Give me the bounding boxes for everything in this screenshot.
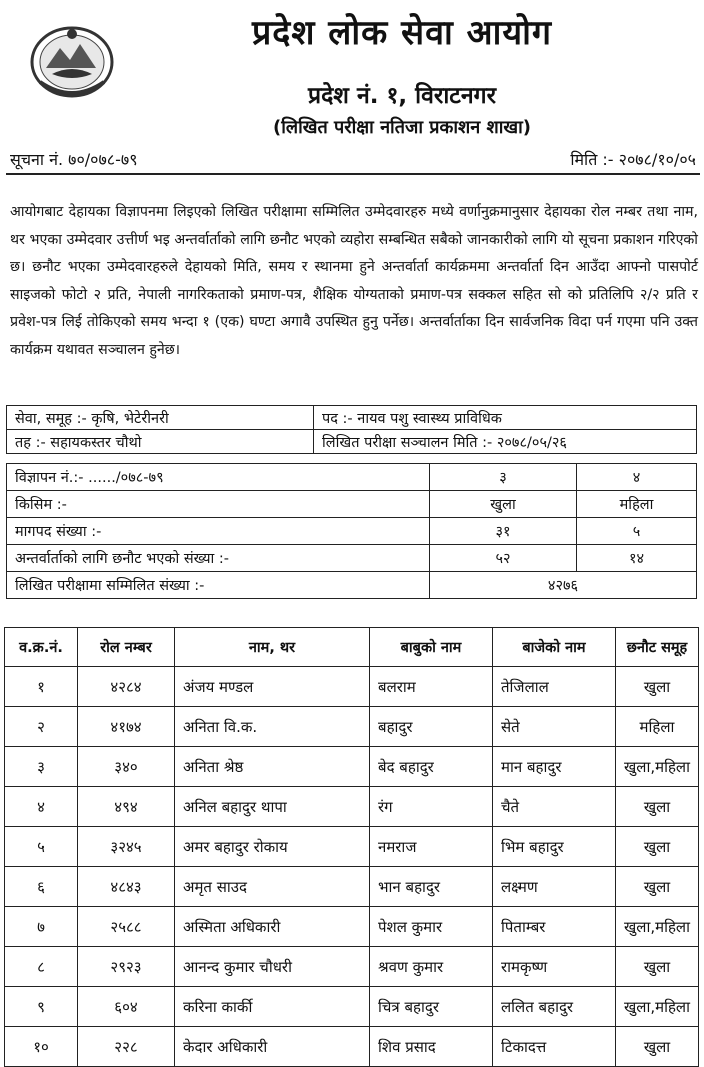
table-row — [7, 464, 697, 491]
cell-father: चित्र बहादुर — [370, 987, 493, 1027]
table-row — [7, 518, 697, 545]
table-row — [5, 827, 699, 867]
total-label: लिखित परीक्षामा सम्मिलित संख्या :- — [7, 572, 430, 599]
cell-roll: ४२८४ — [78, 667, 175, 707]
province-subtitle: प्रदेश नं. १, विराटनगर — [308, 83, 496, 109]
table-header-row — [5, 628, 699, 667]
cell-father: बलराम — [370, 667, 493, 707]
cell-grandfather: भिम बहादुर — [493, 827, 616, 867]
cell-father: शिव प्रसाद — [370, 1027, 493, 1067]
cell-name: करिना कार्की — [175, 987, 370, 1027]
post-name: पद :- नायव पशु स्वास्थ्य प्राविधिक — [314, 406, 697, 430]
cell-name: आनन्द कुमार चौधरी — [175, 947, 370, 987]
table-row — [5, 707, 699, 747]
col-father: बाबुको नाम — [370, 628, 493, 667]
cell-roll: ४१७४ — [78, 707, 175, 747]
cell-father: पेशल कुमार — [370, 907, 493, 947]
table-row — [7, 491, 697, 518]
selected-a: ५२ — [430, 545, 577, 572]
cell-grandfather: लक्ष्मण — [493, 867, 616, 907]
cell-serial: ५ — [5, 827, 78, 867]
table-row — [7, 406, 697, 430]
nepal-emblem-icon — [26, 18, 118, 100]
cell-roll: २९२३ — [78, 947, 175, 987]
cell-name: अमृत साउद — [175, 867, 370, 907]
post-details-table — [6, 405, 697, 454]
table-row — [5, 1027, 699, 1067]
table-row — [5, 907, 699, 947]
table-row — [5, 747, 699, 787]
advert-label: विज्ञापन नं.:- ....../०७८-७९ — [7, 464, 430, 491]
table-row — [5, 947, 699, 987]
cell-serial: ६ — [5, 867, 78, 907]
cell-name: अमर बहादुर रोकाय — [175, 827, 370, 867]
cell-group: खुला — [616, 667, 699, 707]
col-roll: रोल नम्बर — [78, 628, 175, 667]
table-row — [5, 787, 699, 827]
cell-grandfather: मान बहादुर — [493, 747, 616, 787]
cell-group: खुला,महिला — [616, 907, 699, 947]
cell-serial: ८ — [5, 947, 78, 987]
header-divider — [6, 173, 700, 175]
cell-name: केदार अधिकारी — [175, 1027, 370, 1067]
type-b: महिला — [577, 491, 697, 518]
cell-name: अंजय मण्डल — [175, 667, 370, 707]
cell-roll: ३४० — [78, 747, 175, 787]
advert-a: ३ — [430, 464, 577, 491]
cell-father: बेद बहादुर — [370, 747, 493, 787]
col-group: छनौट समूह — [616, 628, 699, 667]
branch-name: (लिखित परीक्षा नतिजा प्रकाशन शाखा) — [272, 117, 532, 138]
vacancy-info-table — [6, 463, 697, 599]
cell-group: खुला,महिला — [616, 747, 699, 787]
cell-name: अनिल बहादुर थापा — [175, 787, 370, 827]
demand-label: मागपद संख्या :- — [7, 518, 430, 545]
cell-grandfather: चैते — [493, 787, 616, 827]
level: तह :- सहायकस्तर चौथो — [7, 430, 314, 454]
selected-label: अन्तर्वार्ताको लागि छनौट भएको संख्या :- — [7, 545, 430, 572]
cell-roll: ३२४५ — [78, 827, 175, 867]
cell-group: महिला — [616, 707, 699, 747]
cell-roll: ६०४ — [78, 987, 175, 1027]
col-name: नाम, थर — [175, 628, 370, 667]
type-a: खुला — [430, 491, 577, 518]
cell-grandfather: तेजिलाल — [493, 667, 616, 707]
cell-serial: ४ — [5, 787, 78, 827]
cell-group: खुला,महिला — [616, 987, 699, 1027]
cell-serial: १० — [5, 1027, 78, 1067]
cell-grandfather: ललित बहादुर — [493, 987, 616, 1027]
cell-grandfather: रामकृष्ण — [493, 947, 616, 987]
col-serial: व.क्र.नं. — [5, 628, 78, 667]
advert-b: ४ — [577, 464, 697, 491]
demand-a: ३१ — [430, 518, 577, 545]
cell-group: खुला — [616, 1027, 699, 1067]
cell-group: खुला — [616, 787, 699, 827]
cell-father: भान बहादुर — [370, 867, 493, 907]
cell-serial: ९ — [5, 987, 78, 1027]
cell-roll: ४९४ — [78, 787, 175, 827]
cell-roll: २२८ — [78, 1027, 175, 1067]
exam-date: लिखित परीक्षा सञ्चालन मिति :- २०७८/०५/२६ — [314, 430, 697, 454]
cell-group: खुला — [616, 827, 699, 867]
cell-father: बहादुर — [370, 707, 493, 747]
cell-group: खुला — [616, 947, 699, 987]
cell-group: खुला — [616, 867, 699, 907]
cell-grandfather: टिकादत्त — [493, 1027, 616, 1067]
table-row — [7, 430, 697, 454]
notice-number: सूचना नं. ७०/०७८-७९ — [10, 150, 138, 169]
cell-roll: ४८४३ — [78, 867, 175, 907]
cell-grandfather: पिताम्बर — [493, 907, 616, 947]
table-row — [7, 545, 697, 572]
cell-name: अनिता श्रेष्ठ — [175, 747, 370, 787]
cell-grandfather: सेते — [493, 707, 616, 747]
cell-roll: २५८८ — [78, 907, 175, 947]
cell-father: नमराज — [370, 827, 493, 867]
commission-title: प्रदेश लोक सेवा आयोग — [251, 13, 553, 53]
table-row — [5, 667, 699, 707]
type-label: किसिम :- — [7, 491, 430, 518]
cell-serial: १ — [5, 667, 78, 707]
cell-serial: ३ — [5, 747, 78, 787]
total-count: ४२७६ — [430, 572, 697, 599]
col-grandfather: बाजेको नाम — [493, 628, 616, 667]
service-group: सेवा, समूह :- कृषि, भेटेरीनरी — [7, 406, 314, 430]
demand-b: ५ — [577, 518, 697, 545]
cell-father: श्रवण कुमार — [370, 947, 493, 987]
cell-serial: २ — [5, 707, 78, 747]
table-row — [5, 867, 699, 907]
cell-name: अस्मिता अधिकारी — [175, 907, 370, 947]
notice-body: आयोगबाट देहायका विज्ञापनमा लिइएको लिखित परीक्षामा सम्मिलित उम्मेदवारहरु मध्ये वर्णानुक्रमानुसार देहायका रोल नम्बर तथा नाम, थर भएका उम्मेदवार उत्तीर्ण भइ अन्तर्वार्ताको लागि छनौट भएको व्यहोरा सम्बन्धित सबैको जानकारीको लागि यो सूचना प्रकाशन गरिएको छ। छनौट भएका उम्मेदवारहरुले देहायको मिति, समय र स्थानमा हुने अन्तर्वार्ता कार्यक्रममा अन्तर्वार्ता दिन आउँदा आफ्नो पासपोर्ट साइजको फोटो २ प्रति, नेपाली नागरिकताको प्रमाण-पत्र, शैक्षिक योग्यताको प्रमाण-पत्र सक्कल सहित सो को प्रतिलिपि २/२ प्रति र प्रवेश-पत्र लिई तोकिएको समय भन्दा १ (एक) घण्टा अगावै उपस्थित हुनु पर्नेछ। अन्तर्वार्ताका दिन सार्वजनिक विदा पर्न गएमा पनि उक्त कार्यक्रम यथावत सञ्चालन हुनेछ। — [10, 204, 698, 358]
cell-father: रंग — [370, 787, 493, 827]
results-table — [4, 627, 699, 1067]
notice-date: मिति :- २०७८/१०/०५ — [570, 150, 696, 169]
cell-serial: ७ — [5, 907, 78, 947]
table-row — [7, 572, 697, 599]
cell-name: अनिता वि.क. — [175, 707, 370, 747]
results-body — [5, 667, 699, 1067]
selected-b: १४ — [577, 545, 697, 572]
